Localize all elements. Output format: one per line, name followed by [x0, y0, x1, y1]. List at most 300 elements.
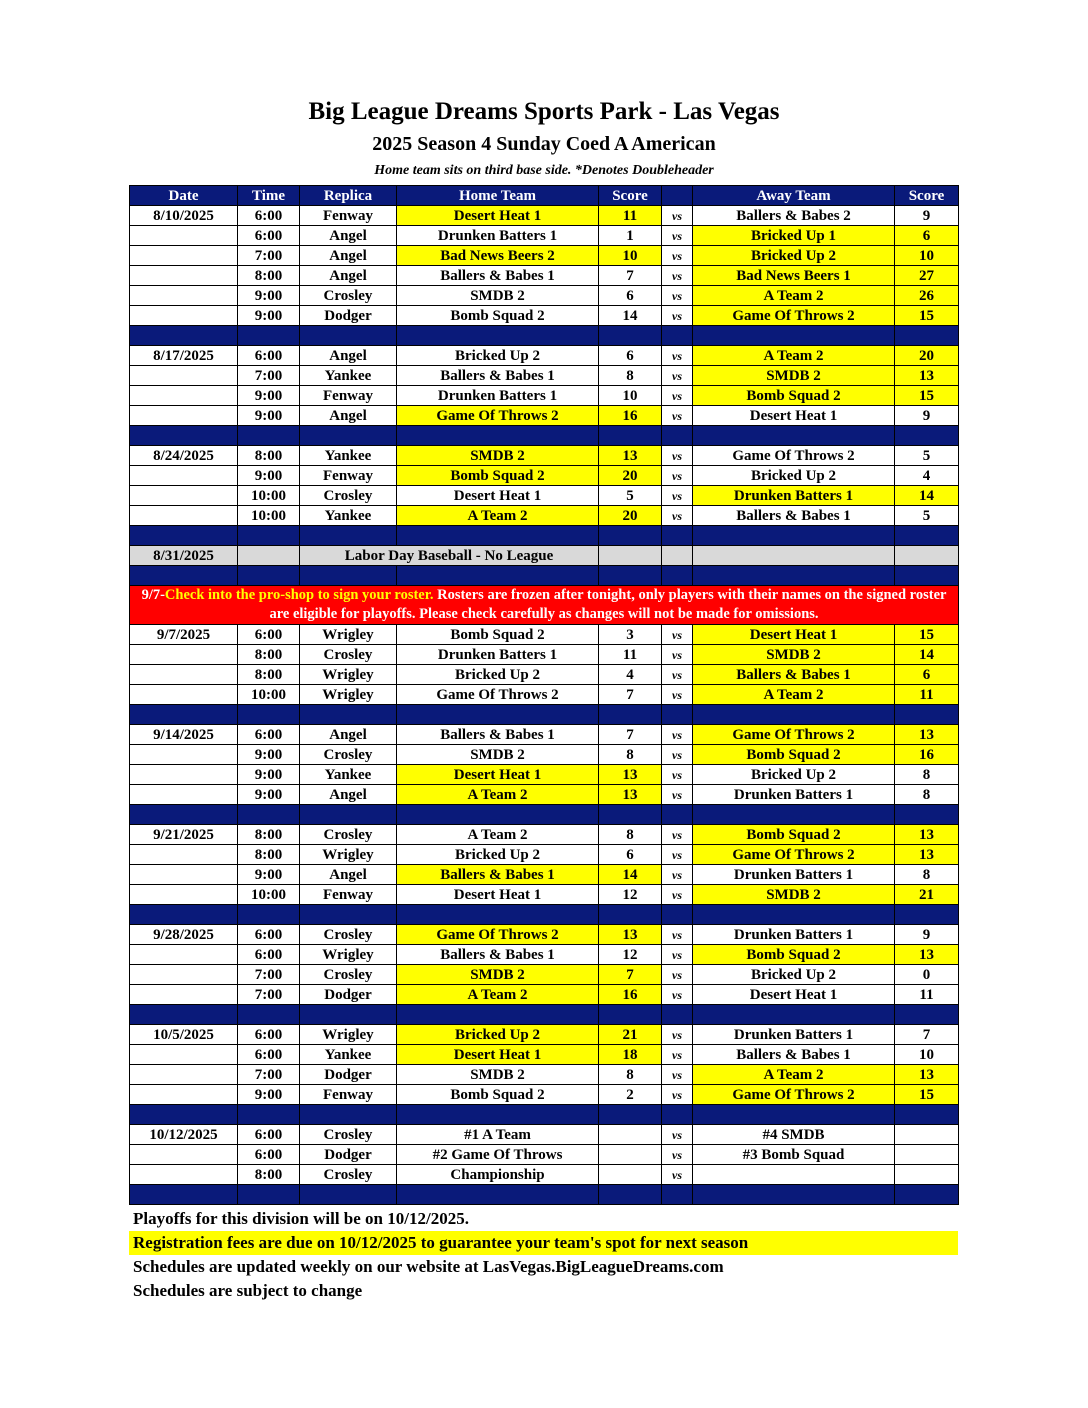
away-team-cell: A Team 2	[693, 685, 895, 705]
home-team-cell: Drunken Batters 1	[397, 226, 599, 246]
separator-cell	[693, 326, 895, 346]
away-score-cell: 9	[895, 925, 959, 945]
away-score-cell: 27	[895, 266, 959, 286]
separator-cell	[662, 326, 693, 346]
home-score-cell: 13	[599, 925, 662, 945]
table-row	[130, 286, 959, 306]
home-team-cell: Bricked Up 2	[397, 845, 599, 865]
replica-cell: Crosley	[300, 745, 397, 765]
separator-cell	[895, 566, 959, 586]
home-score-cell: 20	[599, 466, 662, 486]
replica-cell: Crosley	[300, 925, 397, 945]
time-cell: 7:00	[238, 366, 300, 386]
time-cell: 6:00	[238, 1125, 300, 1145]
table-row	[130, 446, 959, 466]
table-row	[130, 486, 959, 506]
time-cell: 9:00	[238, 386, 300, 406]
replica-cell: Crosley	[300, 1165, 397, 1185]
vs-cell: vs	[662, 286, 693, 306]
away-team-cell: Ballers & Babes 2	[693, 206, 895, 226]
away-team-cell: Bricked Up 1	[693, 226, 895, 246]
footer-website: Schedules are updated weekly on our website at LasVegas.BigLeagueDreams.com	[133, 1257, 724, 1276]
away-team-cell: Bomb Squad 2	[693, 745, 895, 765]
separator-cell	[300, 805, 397, 825]
table-row	[130, 1145, 959, 1165]
vs-cell: vs	[662, 306, 693, 326]
table-row	[130, 725, 959, 745]
notice-highlight: Check into the pro-shop to sign your roster.	[164, 587, 434, 603]
separator-cell	[130, 705, 238, 725]
home-score-cell	[599, 1165, 662, 1185]
away-team-cell	[693, 546, 895, 566]
separator-cell	[895, 1105, 959, 1125]
replica-cell: Fenway	[300, 1085, 397, 1105]
separator-cell	[397, 526, 599, 546]
date-cell: 10/12/2025	[130, 1125, 238, 1145]
away-team-cell: Bricked Up 2	[693, 246, 895, 266]
time-cell: 10:00	[238, 885, 300, 905]
vs-cell: vs	[662, 785, 693, 805]
separator-row	[130, 1005, 959, 1025]
separator-cell	[599, 1185, 662, 1205]
date-cell	[130, 286, 238, 306]
vs-cell: vs	[662, 1145, 693, 1165]
date-cell: 9/7/2025	[130, 625, 238, 645]
separator-cell	[895, 326, 959, 346]
date-cell	[130, 665, 238, 685]
time-cell: 7:00	[238, 965, 300, 985]
away-score-cell: 15	[895, 386, 959, 406]
separator-cell	[662, 526, 693, 546]
separator-cell	[300, 705, 397, 725]
away-score-cell: 14	[895, 486, 959, 506]
vs-cell: vs	[662, 685, 693, 705]
separator-cell	[130, 905, 238, 925]
away-score-cell: 26	[895, 286, 959, 306]
home-team-cell: Drunken Batters 1	[397, 386, 599, 406]
away-team-cell	[693, 1165, 895, 1185]
away-score-cell: 6	[895, 665, 959, 685]
date-cell	[130, 1065, 238, 1085]
away-team-cell: Drunken Batters 1	[693, 865, 895, 885]
separator-cell	[662, 566, 693, 586]
date-cell	[130, 985, 238, 1005]
away-team-cell: Bricked Up 2	[693, 765, 895, 785]
table-row	[130, 506, 959, 526]
home-team-cell: Ballers & Babes 1	[397, 266, 599, 286]
table-row	[130, 625, 959, 645]
home-score-cell: 13	[599, 446, 662, 466]
separator-cell	[662, 1185, 693, 1205]
home-team-cell: A Team 2	[397, 785, 599, 805]
home-team-cell: #1 A Team	[397, 1125, 599, 1145]
home-team-cell: A Team 2	[397, 506, 599, 526]
vs-cell: vs	[662, 765, 693, 785]
table-row	[130, 266, 959, 286]
table-row	[130, 1085, 959, 1105]
separator-cell	[130, 805, 238, 825]
date-cell	[130, 486, 238, 506]
table-row	[130, 206, 959, 226]
vs-cell: vs	[662, 1065, 693, 1085]
time-cell: 6:00	[238, 346, 300, 366]
table-row	[130, 945, 959, 965]
vs-cell: vs	[662, 1165, 693, 1185]
away-team-cell: Bomb Squad 2	[693, 386, 895, 406]
vs-cell	[662, 546, 693, 566]
table-row	[130, 306, 959, 326]
separator-cell	[130, 1105, 238, 1125]
page-note: Home team sits on third base side. *Denotes Doubleheader	[374, 163, 714, 178]
away-score-cell: 7	[895, 1025, 959, 1045]
vs-cell: vs	[662, 1045, 693, 1065]
vs-cell: vs	[662, 825, 693, 845]
home-score-cell: 6	[599, 845, 662, 865]
replica-cell: Angel	[300, 865, 397, 885]
home-team-cell: A Team 2	[397, 825, 599, 845]
away-team-cell: A Team 2	[693, 346, 895, 366]
score-cell	[895, 546, 959, 566]
vs-cell: vs	[662, 486, 693, 506]
footer-subject: Schedules are subject to change	[133, 1281, 363, 1300]
home-team-cell: Bad News Beers 2	[397, 246, 599, 266]
col-header-date: Date	[130, 186, 238, 206]
time-cell: 9:00	[238, 1085, 300, 1105]
date-cell	[130, 845, 238, 865]
replica-cell: Angel	[300, 406, 397, 426]
replica-cell: Yankee	[300, 1045, 397, 1065]
home-score-cell: 13	[599, 785, 662, 805]
away-score-cell: 13	[895, 845, 959, 865]
date-cell	[130, 1085, 238, 1105]
col-header-time: Time	[238, 186, 300, 206]
table-row	[130, 885, 959, 905]
separator-row	[130, 326, 959, 346]
separator-cell	[238, 905, 300, 925]
separator-cell	[130, 426, 238, 446]
table-row	[130, 346, 959, 366]
away-score-cell: 20	[895, 346, 959, 366]
table-row	[130, 1065, 959, 1085]
date-cell	[130, 745, 238, 765]
away-team-cell: #3 Bomb Squad	[693, 1145, 895, 1165]
replica-cell: Angel	[300, 226, 397, 246]
col-header-away-score: Score	[895, 186, 959, 206]
home-score-cell: 4	[599, 665, 662, 685]
vs-cell: vs	[662, 885, 693, 905]
separator-cell	[599, 805, 662, 825]
home-score-cell: 21	[599, 1025, 662, 1045]
time-cell: 9:00	[238, 745, 300, 765]
away-team-cell: Desert Heat 1	[693, 406, 895, 426]
time-cell: 6:00	[238, 1025, 300, 1045]
time-cell: 6:00	[238, 725, 300, 745]
away-team-cell: Game Of Throws 2	[693, 446, 895, 466]
separator-cell	[693, 905, 895, 925]
time-cell: 9:00	[238, 286, 300, 306]
separator-cell	[397, 326, 599, 346]
away-score-cell: 10	[895, 1045, 959, 1065]
home-team-cell: Game Of Throws 2	[397, 925, 599, 945]
vs-cell: vs	[662, 406, 693, 426]
separator-cell	[300, 566, 397, 586]
date-cell	[130, 945, 238, 965]
separator-cell	[599, 1105, 662, 1125]
vs-cell: vs	[662, 366, 693, 386]
replica-cell: Angel	[300, 266, 397, 286]
table-header-row	[130, 186, 959, 206]
holiday-row	[130, 546, 959, 566]
home-score-cell: 6	[599, 286, 662, 306]
date-cell	[130, 865, 238, 885]
date-cell: 9/21/2025	[130, 825, 238, 845]
separator-cell	[895, 805, 959, 825]
away-team-cell: SMDB 2	[693, 885, 895, 905]
home-score-cell: 20	[599, 506, 662, 526]
away-team-cell: Game Of Throws 2	[693, 306, 895, 326]
date-cell	[130, 645, 238, 665]
home-score-cell: 7	[599, 965, 662, 985]
away-team-cell: Drunken Batters 1	[693, 925, 895, 945]
table-row	[130, 246, 959, 266]
time-cell: 10:00	[238, 685, 300, 705]
vs-cell: vs	[662, 945, 693, 965]
away-team-cell: Ballers & Babes 1	[693, 1045, 895, 1065]
date-cell: 9/28/2025	[130, 925, 238, 945]
away-score-cell: 14	[895, 645, 959, 665]
replica-cell: Dodger	[300, 306, 397, 326]
home-team-cell: SMDB 2	[397, 1065, 599, 1085]
separator-cell	[238, 566, 300, 586]
replica-cell: Crosley	[300, 1125, 397, 1145]
time-cell: 7:00	[238, 985, 300, 1005]
separator-cell	[693, 805, 895, 825]
replica-cell: Angel	[300, 785, 397, 805]
separator-cell	[693, 1005, 895, 1025]
separator-cell	[300, 905, 397, 925]
separator-row	[130, 526, 959, 546]
replica-cell: Dodger	[300, 985, 397, 1005]
page-title: Big League Dreams Sports Park - Las Vegas	[308, 98, 780, 125]
away-score-cell: 0	[895, 965, 959, 985]
date-cell	[130, 386, 238, 406]
replica-cell: Angel	[300, 725, 397, 745]
away-team-cell: SMDB 2	[693, 366, 895, 386]
table-row	[130, 645, 959, 665]
separator-cell	[662, 1005, 693, 1025]
away-score-cell: 11	[895, 985, 959, 1005]
separator-cell	[693, 705, 895, 725]
vs-cell: vs	[662, 386, 693, 406]
separator-cell	[599, 705, 662, 725]
home-team-cell: SMDB 2	[397, 286, 599, 306]
separator-cell	[238, 705, 300, 725]
date-cell	[130, 765, 238, 785]
date-cell: 10/5/2025	[130, 1025, 238, 1045]
separator-cell	[599, 1005, 662, 1025]
date-cell: 8/17/2025	[130, 346, 238, 366]
replica-cell: Crosley	[300, 486, 397, 506]
time-cell: 9:00	[238, 466, 300, 486]
table-row	[130, 985, 959, 1005]
vs-cell: vs	[662, 865, 693, 885]
replica-cell: Crosley	[300, 286, 397, 306]
away-score-cell: 13	[895, 1065, 959, 1085]
away-team-cell: Game Of Throws 2	[693, 725, 895, 745]
home-score-cell: 6	[599, 346, 662, 366]
date-cell	[130, 246, 238, 266]
separator-cell	[397, 905, 599, 925]
separator-cell	[397, 1105, 599, 1125]
away-team-cell: #4 SMDB	[693, 1125, 895, 1145]
time-cell	[238, 546, 300, 566]
separator-cell	[599, 426, 662, 446]
time-cell: 6:00	[238, 1145, 300, 1165]
vs-cell: vs	[662, 346, 693, 366]
table-row	[130, 785, 959, 805]
date-cell	[130, 366, 238, 386]
home-team-cell: Desert Heat 1	[397, 1045, 599, 1065]
away-team-cell: Game Of Throws 2	[693, 845, 895, 865]
notice-text: Rosters are frozen after tonight, only players with their names on the signed roster are eligible for playoffs. Please check carefully as changes will not be made for omissions.	[269, 587, 947, 622]
separator-cell	[300, 1185, 397, 1205]
home-team-cell: Bricked Up 2	[397, 346, 599, 366]
separator-cell	[238, 326, 300, 346]
table-row	[130, 406, 959, 426]
date-cell: 8/31/2025	[130, 546, 238, 566]
separator-cell	[130, 1005, 238, 1025]
away-score-cell: 15	[895, 1085, 959, 1105]
separator-cell	[599, 905, 662, 925]
replica-cell: Dodger	[300, 1145, 397, 1165]
separator-cell	[397, 1185, 599, 1205]
time-cell: 8:00	[238, 266, 300, 286]
away-team-cell: Drunken Batters 1	[693, 486, 895, 506]
separator-cell	[130, 326, 238, 346]
home-team-cell: Championship	[397, 1165, 599, 1185]
separator-cell	[662, 905, 693, 925]
home-score-cell: 8	[599, 366, 662, 386]
date-cell	[130, 466, 238, 486]
time-cell: 6:00	[238, 226, 300, 246]
footer-playoffs: Playoffs for this division will be on 10/12/2025.	[133, 1209, 469, 1228]
date-cell	[130, 266, 238, 286]
replica-cell: Yankee	[300, 366, 397, 386]
home-team-cell: Bomb Squad 2	[397, 1085, 599, 1105]
notice-lead: 9/7-	[141, 587, 165, 603]
table-row	[130, 1025, 959, 1045]
date-cell	[130, 1165, 238, 1185]
home-score-cell: 8	[599, 745, 662, 765]
home-score-cell: 5	[599, 486, 662, 506]
date-cell: 8/24/2025	[130, 446, 238, 466]
replica-cell: Crosley	[300, 825, 397, 845]
table-row	[130, 226, 959, 246]
replica-cell: Wrigley	[300, 685, 397, 705]
time-cell: 6:00	[238, 206, 300, 226]
home-score-cell: 8	[599, 825, 662, 845]
home-score-cell: 1	[599, 226, 662, 246]
date-cell	[130, 1045, 238, 1065]
date-cell	[130, 226, 238, 246]
separator-cell	[238, 1005, 300, 1025]
vs-cell: vs	[662, 645, 693, 665]
separator-cell	[238, 805, 300, 825]
table-row	[130, 685, 959, 705]
separator-row	[130, 566, 959, 586]
table-row	[130, 1125, 959, 1145]
date-cell	[130, 685, 238, 705]
time-cell: 10:00	[238, 506, 300, 526]
replica-cell: Crosley	[300, 645, 397, 665]
home-score-cell: 18	[599, 1045, 662, 1065]
separator-row	[130, 426, 959, 446]
away-score-cell: 21	[895, 885, 959, 905]
vs-cell: vs	[662, 665, 693, 685]
home-score-cell: 10	[599, 386, 662, 406]
away-score-cell: 6	[895, 226, 959, 246]
separator-cell	[397, 705, 599, 725]
home-score-cell: 8	[599, 1065, 662, 1085]
separator-cell	[895, 1005, 959, 1025]
home-team-cell: SMDB 2	[397, 965, 599, 985]
vs-cell: vs	[662, 266, 693, 286]
score-cell	[599, 546, 662, 566]
separator-cell	[397, 426, 599, 446]
time-cell: 8:00	[238, 845, 300, 865]
away-score-cell: 13	[895, 366, 959, 386]
away-score-cell: 13	[895, 725, 959, 745]
separator-cell	[693, 426, 895, 446]
away-score-cell: 8	[895, 765, 959, 785]
away-team-cell: Bomb Squad 2	[693, 945, 895, 965]
away-team-cell: Game Of Throws 2	[693, 1085, 895, 1105]
separator-cell	[397, 805, 599, 825]
separator-cell	[238, 1105, 300, 1125]
table-row	[130, 845, 959, 865]
home-team-cell: Ballers & Babes 1	[397, 366, 599, 386]
home-team-cell: A Team 2	[397, 985, 599, 1005]
time-cell: 9:00	[238, 306, 300, 326]
time-cell: 6:00	[238, 945, 300, 965]
away-score-cell	[895, 1165, 959, 1185]
home-team-cell: Desert Heat 1	[397, 885, 599, 905]
separator-cell	[300, 526, 397, 546]
home-team-cell: Desert Heat 1	[397, 206, 599, 226]
replica-cell: Crosley	[300, 965, 397, 985]
away-score-cell: 15	[895, 625, 959, 645]
footer-registration: Registration fees are due on 10/12/2025 to guarantee your team's spot for next season	[129, 1231, 958, 1255]
home-team-cell: SMDB 2	[397, 446, 599, 466]
replica-cell: Fenway	[300, 206, 397, 226]
time-cell: 6:00	[238, 925, 300, 945]
separator-cell	[238, 1185, 300, 1205]
time-cell: 7:00	[238, 1065, 300, 1085]
away-score-cell: 8	[895, 865, 959, 885]
home-score-cell: 3	[599, 625, 662, 645]
roster-notice-row	[130, 586, 959, 625]
separator-cell	[662, 1105, 693, 1125]
col-header-home-team: Home Team	[397, 186, 599, 206]
home-team-cell: Ballers & Babes 1	[397, 945, 599, 965]
col-header-vs	[662, 186, 693, 206]
separator-cell	[300, 426, 397, 446]
replica-cell: Dodger	[300, 1065, 397, 1085]
replica-cell: Angel	[300, 346, 397, 366]
away-score-cell: 5	[895, 446, 959, 466]
separator-cell	[130, 566, 238, 586]
replica-cell: Yankee	[300, 506, 397, 526]
